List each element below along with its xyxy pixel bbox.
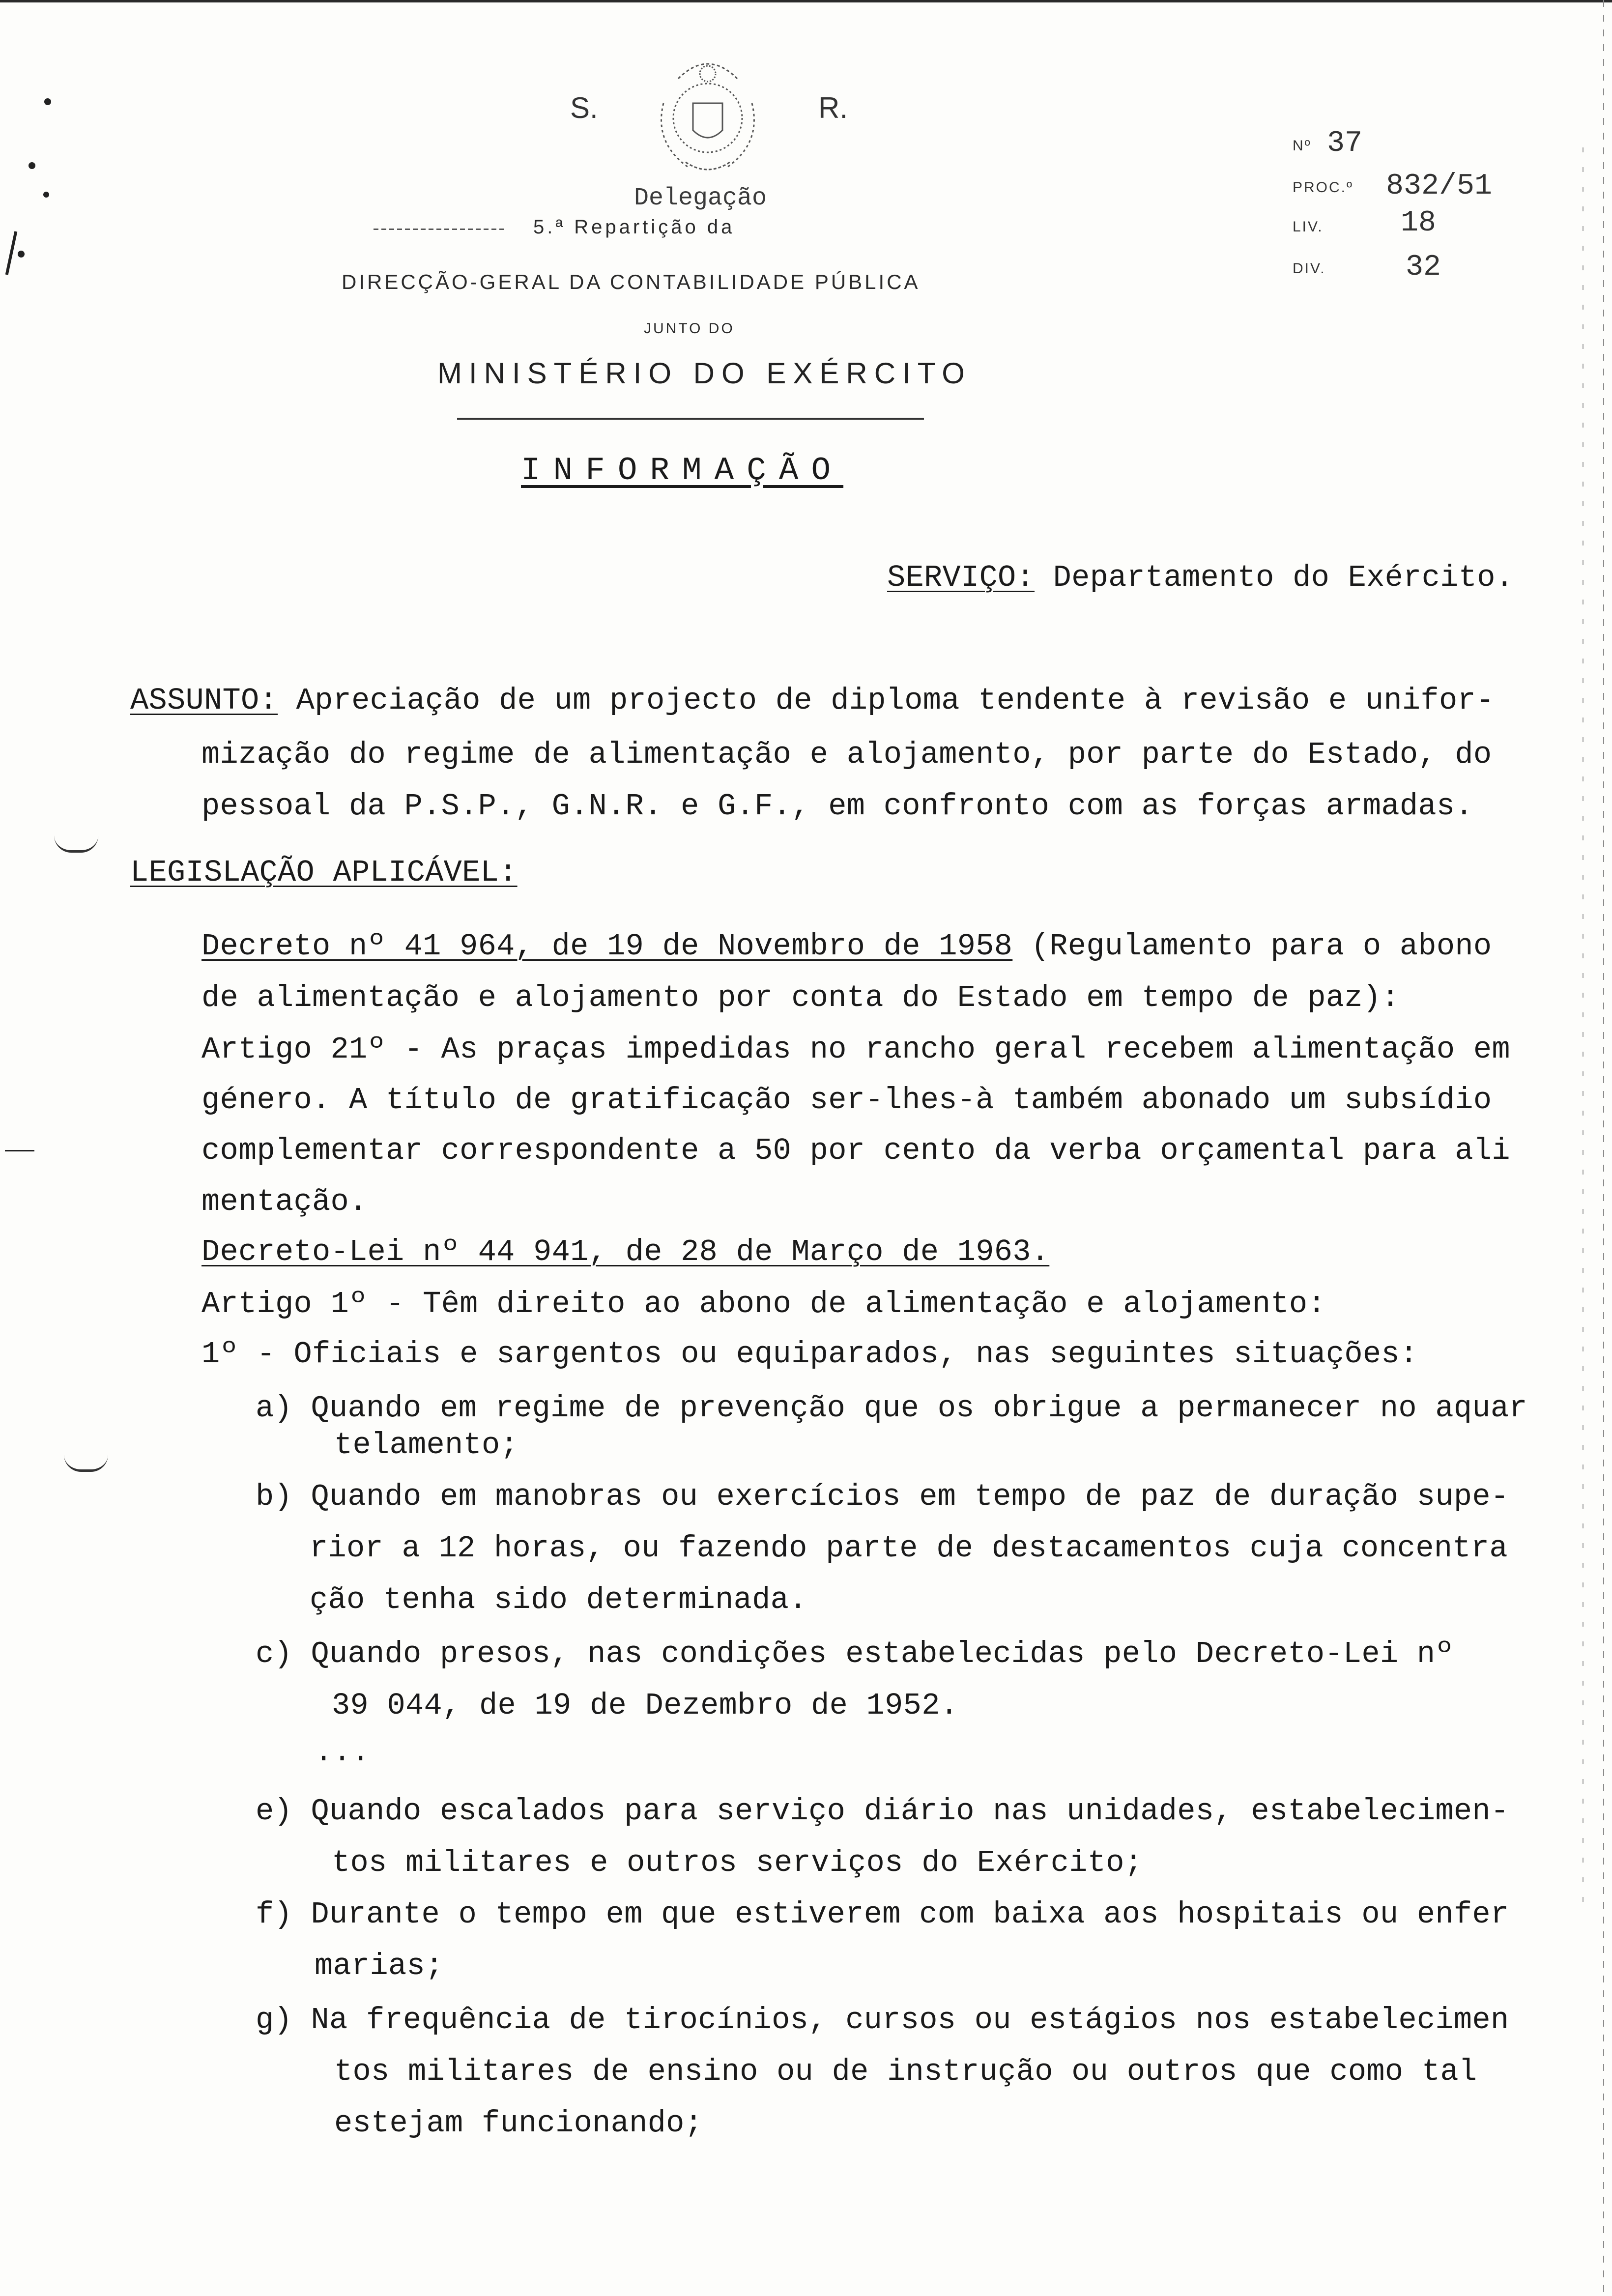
delegacao-subtitle: 5.ª Repartição da <box>533 216 735 238</box>
margin-dot <box>44 98 51 105</box>
servico-label: SERVIÇO: <box>887 560 1035 595</box>
proc-value: 832/51 <box>1386 170 1493 203</box>
list-item-b-continuation: rior a 12 horas, ou fazendo parte de destacamentos cuja concentra <box>310 1531 1508 1566</box>
div-value: 32 <box>1406 251 1441 284</box>
list-item-b-continuation: ção tenha sido determinada. <box>310 1582 807 1617</box>
hole-punch-mark <box>64 1455 108 1472</box>
assunto-line-2: mização do regime de alimentação e alojamento, por parte do Estado, do <box>202 737 1492 772</box>
servico-line <box>887 560 1514 595</box>
list-item-e: e) Quando escalados para serviço diário nas unidades, estabelecimen- <box>256 1794 1509 1829</box>
letterhead-initial-right: R. <box>818 91 848 124</box>
artigo-1-line: Artigo 1º - Têm direito ao abono de alimentação e alojamento: <box>202 1287 1326 1321</box>
margin-dot <box>29 162 35 169</box>
servico-value: Departamento do Exército. <box>1035 560 1514 595</box>
decreto-1-line: de alimentação e alojamento por conta do Estado em tempo de paz): <box>202 980 1400 1015</box>
omission-ellipsis: ... <box>315 1735 370 1770</box>
list-item-c: c) Quando presos, nas condições estabelecidas pelo Decreto-Lei nº <box>256 1636 1454 1671</box>
assunto-text-1: Apreciação de um projecto de diploma tendente à revisão e unifor- <box>278 683 1495 718</box>
delegacao-heading: Delegação <box>634 184 767 212</box>
assunto-line-3: pessoal da P.S.P., G.N.R. e G.F., em confronto com as forças armadas. <box>202 789 1473 824</box>
reference-number-label: Nº <box>1293 138 1312 154</box>
liv-value: 18 <box>1401 206 1437 240</box>
assunto-line-1 <box>130 683 1494 718</box>
list-item-g: g) Na frequência de tirocínios, cursos ou estágios nos estabelecimen <box>256 2003 1509 2038</box>
list-item-a: a) Quando em regime de prevenção que os obrigue a permanecer no aquar <box>256 1391 1527 1426</box>
hole-punch-mark <box>54 835 98 853</box>
list-item-f-continuation: marias; <box>315 1949 444 1983</box>
list-item-f: f) Durante o tempo em que estiverem com baixa aos hospitais ou enfer <box>256 1897 1509 1932</box>
decreto-1-line: complementar correspondente a 50 por cento da verba orçamental para ali <box>202 1133 1510 1168</box>
margin-dot <box>43 192 49 198</box>
decreto-1-title: Decreto nº 41 964, de 19 de Novembro de 1958 <box>202 929 1013 964</box>
ministry-heading: MINISTÉRIO DO EXÉRCITO <box>437 357 972 390</box>
decreto-1-heading <box>202 929 1492 964</box>
list-item-g-continuation: estejam funcionando; <box>334 2106 703 2141</box>
div-label: DIV. <box>1293 260 1326 277</box>
document-title: INFORMAÇÃO <box>521 452 844 489</box>
margin-stroke <box>5 1150 34 1151</box>
letterhead-initial-left: S. <box>570 91 598 124</box>
list-item-c-continuation: 39 044, de 19 de Dezembro de 1952. <box>332 1688 959 1723</box>
list-item-a-continuation: telamento; <box>334 1428 519 1463</box>
decreto-1-line: mentação. <box>202 1184 368 1219</box>
junto-do-label: JUNTO DO <box>644 320 735 337</box>
letterhead-dotted-rule <box>374 229 506 230</box>
liv-label: LIV. <box>1293 219 1324 235</box>
reference-number-value: 37 <box>1327 127 1363 160</box>
decreto-1-rest: (Regulamento para o abono <box>1012 929 1492 964</box>
decreto-2-heading: Decreto-Lei nº 44 941, de 28 de Março de 1963. <box>202 1234 1050 1269</box>
scan-top-edge <box>0 0 1612 2</box>
list-item-b: b) Quando em manobras ou exercícios em tempo de paz de duração supe- <box>256 1479 1509 1514</box>
directorate-heading: DIRECÇÃO-GERAL DA CONTABILIDADE PÚBLICA <box>342 270 921 293</box>
coat-of-arms-emblem <box>644 44 772 182</box>
list-item-e-continuation: tos militares e outros serviços do Exército; <box>332 1845 1143 1880</box>
list-item-g-continuation: tos militares de ensino ou de instrução ou outros que como tal <box>334 2054 1477 2089</box>
margin-stroke <box>5 231 18 275</box>
proc-label: PROC.º <box>1293 179 1353 196</box>
assunto-label: ASSUNTO: <box>130 683 278 718</box>
item-1-line: 1º - Oficiais e sargentos ou equiparados, nas seguintes situações: <box>202 1337 1418 1372</box>
scan-right-edge <box>1603 0 1604 2296</box>
legislacao-heading: LEGISLAÇÃO APLICÁVEL: <box>130 855 518 890</box>
ministry-underline <box>457 418 924 420</box>
decreto-1-line: Artigo 21º - As praças impedidas no rancho geral recebem alimentação em <box>202 1032 1510 1067</box>
margin-dot <box>18 251 25 258</box>
decreto-1-line: género. A título de gratificação ser-lhes-à também abonado um subsídio <box>202 1083 1492 1118</box>
